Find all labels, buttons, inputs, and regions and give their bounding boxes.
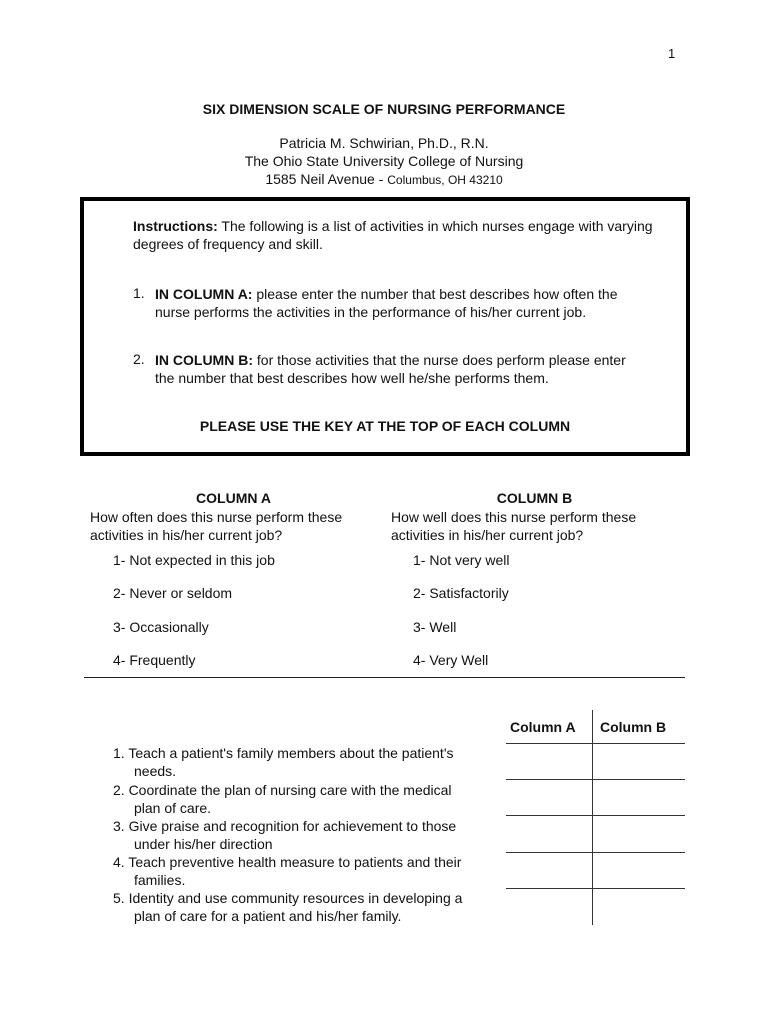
section-divider — [84, 677, 685, 678]
column-a-option: 4- Frequently — [113, 652, 196, 668]
question-text-cont: needs. — [134, 762, 177, 779]
document-title: SIX DIMENSION SCALE OF NURSING PERFORMANCE — [202, 101, 566, 117]
author-address — [0, 170, 768, 189]
instruction-1-text-cont: nurse performs the activities in the performance of his/her current job. — [155, 304, 587, 320]
question-text: 4. Teach preventive health measure to patients and their — [113, 854, 462, 870]
grid-column-b-header: Column B — [600, 719, 667, 735]
question-item — [113, 890, 493, 925]
answer-cell-a-1[interactable] — [506, 744, 592, 779]
address-street: 1585 Neil Avenue - — [265, 171, 388, 187]
answer-cell-b-3[interactable] — [593, 816, 685, 851]
address-city: Columbus, OH 43210 — [387, 173, 503, 187]
author-block — [0, 134, 768, 189]
column-b-option: 2- Satisfactorily — [413, 585, 509, 601]
author-institution: The Ohio State University College of Nursing — [244, 153, 524, 169]
question-text-cont: plan of care. — [134, 799, 212, 816]
author-name: Patricia M. Schwirian, Ph.D., R.N. — [279, 135, 489, 151]
grid-column-a-header: Column A — [510, 719, 576, 735]
answer-cell-b-2[interactable] — [593, 780, 685, 815]
column-b-option: 1- Not very well — [413, 552, 510, 568]
answer-cell-b-5[interactable] — [593, 889, 685, 924]
instruction-1-text: please enter the number that best describes how often the — [252, 286, 618, 302]
question-text: 2. Coordinate the plan of nursing care with the medical — [113, 782, 452, 798]
column-b-desc-line: How well does this nurse perform these — [391, 509, 637, 525]
answer-cell-a-3[interactable] — [506, 816, 592, 851]
question-item — [113, 782, 493, 817]
column-b-title: COLUMN B — [496, 490, 573, 506]
question-text-cont: families. — [134, 871, 186, 888]
question-item — [113, 745, 493, 780]
instruction-2-label: IN COLUMN B: — [155, 352, 253, 368]
instruction-2 — [155, 351, 675, 387]
answer-cell-b-4[interactable] — [593, 853, 685, 888]
answer-cell-b-1[interactable] — [593, 744, 685, 779]
column-a-desc-line: activities in his/her current job? — [90, 527, 283, 543]
question-item — [113, 818, 493, 853]
instructions-label: Instructions: — [133, 218, 218, 234]
instructions-paragraph — [133, 217, 663, 253]
column-b-desc-line: activities in his/her current job? — [391, 527, 584, 543]
answer-cell-a-5[interactable] — [506, 889, 592, 924]
column-a-desc-line: How often does this nurse perform these — [90, 509, 343, 525]
key-notice: PLEASE USE THE KEY AT THE TOP OF EACH COLUMN — [199, 418, 571, 434]
column-b-option: 3- Well — [413, 619, 457, 635]
question-item — [113, 854, 493, 889]
instruction-1 — [155, 285, 675, 321]
instruction-2-text: for those activities that the nurse does perform please enter — [253, 352, 626, 368]
question-text: 5. Identity and use community resources in developing a — [113, 890, 463, 906]
page-number: 1 — [668, 46, 676, 61]
question-text-cont: plan of care for a patient and his/her family. — [134, 907, 402, 924]
instruction-2-number: 2. — [133, 351, 145, 367]
answer-cell-a-2[interactable] — [506, 780, 592, 815]
column-b-option: 4- Very Well — [413, 652, 489, 668]
column-a-option: 1- Not expected in this job — [113, 552, 275, 568]
question-text-cont: under his/her direction — [134, 835, 273, 852]
column-a-option: 3- Occasionally — [113, 619, 209, 635]
column-a-title: COLUMN A — [196, 490, 271, 506]
question-text: 1. Teach a patient's family members about the patient's — [113, 745, 454, 761]
column-a-description — [90, 508, 342, 544]
instruction-1-label: IN COLUMN A: — [155, 286, 253, 302]
instruction-2-text-cont: the number that best describes how well he/she performs them. — [155, 370, 549, 386]
column-b-description — [391, 508, 636, 544]
column-a-option: 2- Never or seldom — [113, 585, 233, 601]
instruction-1-number: 1. — [133, 285, 145, 301]
answer-cell-a-4[interactable] — [506, 853, 592, 888]
question-text: 3. Give praise and recognition for achievement to those — [113, 818, 457, 834]
instructions-text: The following is a list of activities in which nurses engage with varying degrees of frequency and skill. — [133, 218, 653, 252]
